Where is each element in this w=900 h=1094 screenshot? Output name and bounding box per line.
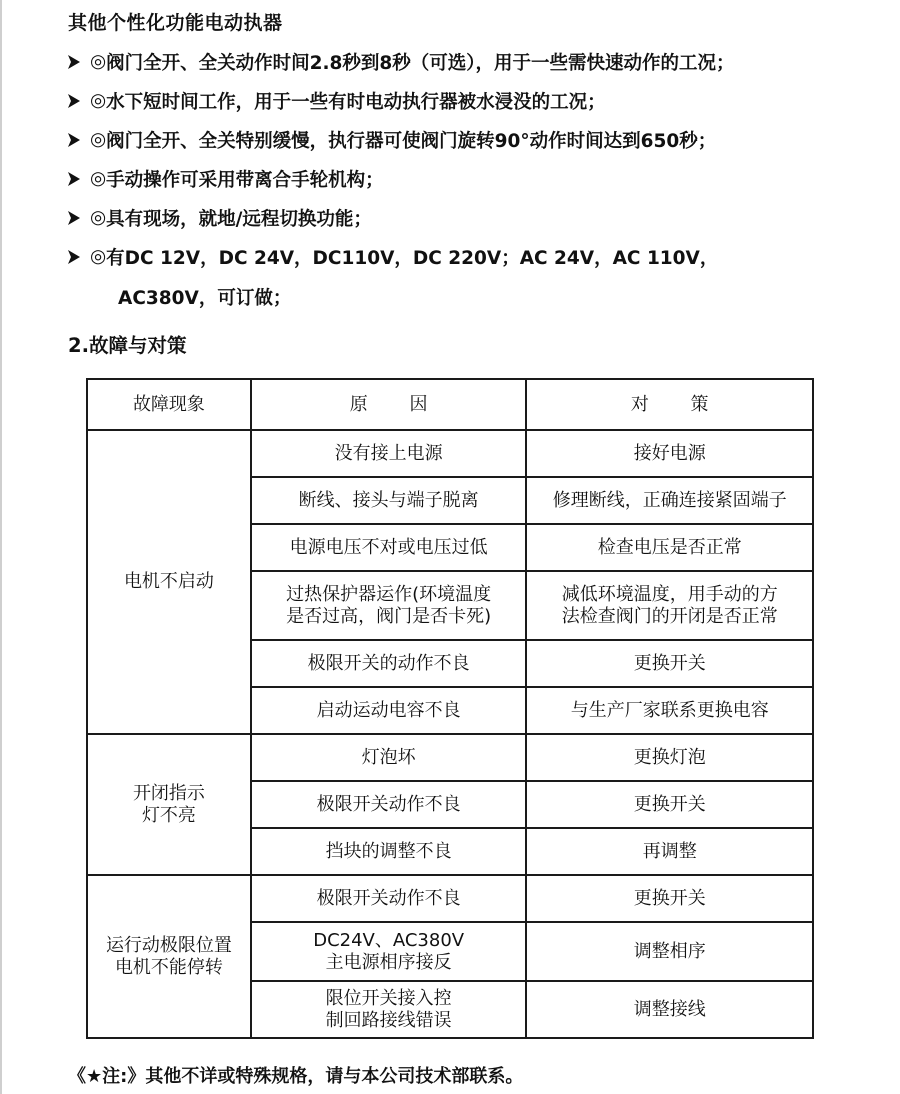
feature-text: 手动操作可采用带离合手轮机构； bbox=[106, 169, 384, 191]
fault-cell: 电机不启动 bbox=[87, 430, 251, 734]
table-header-row bbox=[87, 379, 813, 430]
double-circle-icon: ◎ bbox=[90, 129, 107, 150]
cause-cell: 启动运动电容不良 bbox=[251, 687, 527, 734]
left-border-line bbox=[0, 0, 2, 1094]
cause-cell: 挡块的调整不良 bbox=[251, 828, 527, 875]
cause-cell: 灯泡坏 bbox=[251, 734, 527, 781]
remedy-cell: 更换开关 bbox=[526, 781, 813, 828]
cause-cell: 极限开关的动作不良 bbox=[251, 640, 527, 687]
remedy-cell: 修理断线，正确连接紧固端子 bbox=[526, 477, 813, 524]
feature-text: 有DC 12V，DC 24V，DC110V，DC 220V；AC 24V，AC 110V， bbox=[106, 247, 719, 269]
arrow-bullet-icon bbox=[68, 133, 80, 147]
fault-cell: 开闭指示 灯不亮 bbox=[87, 734, 251, 875]
arrow-bullet-icon bbox=[68, 172, 80, 186]
arrow-bullet-icon bbox=[68, 55, 80, 69]
remedy-cell: 与生产厂家联系更换电容 bbox=[526, 687, 813, 734]
feature-text: 阀门全开、全关动作时间2.8秒到8秒（可选），用于一些需快速动作的工况； bbox=[106, 52, 735, 74]
cause-cell: 没有接上电源 bbox=[251, 430, 527, 477]
arrow-bullet-icon bbox=[68, 94, 80, 108]
remedy-cell: 更换开关 bbox=[526, 640, 813, 687]
table-row bbox=[87, 430, 813, 477]
feature-item bbox=[68, 81, 888, 120]
remedy-cell: 调整接线 bbox=[526, 981, 813, 1038]
remedy-cell: 再调整 bbox=[526, 828, 813, 875]
remedy-cell: 更换灯泡 bbox=[526, 734, 813, 781]
cause-cell: 断线、接头与端子脱离 bbox=[251, 477, 527, 524]
arrow-bullet-icon bbox=[68, 211, 80, 225]
double-circle-icon: ◎ bbox=[90, 168, 107, 189]
double-circle-icon: ◎ bbox=[90, 207, 107, 228]
feature-text: 水下短时间工作，用于一些有时电动执行器被水浸没的工况； bbox=[106, 91, 606, 113]
double-circle-icon: ◎ bbox=[90, 51, 107, 72]
cause-cell: 极限开关动作不良 bbox=[251, 875, 527, 922]
feature-list bbox=[68, 42, 888, 317]
remedy-cell: 检查电压是否正常 bbox=[526, 524, 813, 571]
cause-cell: 限位开关接入控 制回路接线错误 bbox=[251, 981, 527, 1038]
cause-cell: 电源电压不对或电压过低 bbox=[251, 524, 527, 571]
feature-text: 阀门全开、全关特别缓慢，执行器可使阀门旋转90°动作时间达到650秒； bbox=[106, 130, 717, 152]
fault-cell: 运行动极限位置 电机不能停转 bbox=[87, 875, 251, 1038]
features-heading: 其他个性化功能电动执器 bbox=[68, 12, 283, 34]
feature-text: 具有现场，就地/远程切换功能； bbox=[106, 208, 372, 230]
feature-item bbox=[68, 198, 888, 237]
arrow-bullet-icon bbox=[68, 250, 80, 264]
cause-cell: DC24V、AC380V 主电源相序接反 bbox=[251, 922, 527, 981]
table-row bbox=[87, 875, 813, 922]
footer-note: 《★注:》其他不详或特殊规格，请与本公司技术部联系。 bbox=[68, 1066, 524, 1087]
fault-table bbox=[86, 378, 814, 1039]
double-circle-icon: ◎ bbox=[90, 90, 107, 111]
feature-item bbox=[68, 120, 888, 159]
cause-cell: 过热保护器运作(环境温度 是否过高，阀门是否卡死) bbox=[251, 571, 527, 640]
remedy-cell: 接好电源 bbox=[526, 430, 813, 477]
double-circle-icon: ◎ bbox=[90, 246, 107, 267]
table-row bbox=[87, 734, 813, 781]
feature-continuation: AC380V，可订做； bbox=[118, 287, 292, 309]
feature-item bbox=[68, 159, 888, 198]
remedy-cell: 调整相序 bbox=[526, 922, 813, 981]
section-title: 2.故障与对策 bbox=[68, 334, 187, 357]
feature-item bbox=[68, 237, 888, 276]
header-cause: 原 因 bbox=[251, 379, 527, 430]
cause-cell: 极限开关动作不良 bbox=[251, 781, 527, 828]
remedy-cell: 更换开关 bbox=[526, 875, 813, 922]
header-remedy: 对 策 bbox=[526, 379, 813, 430]
remedy-cell: 减低环境温度，用手动的方 法检查阀门的开闭是否正常 bbox=[526, 571, 813, 640]
feature-item bbox=[68, 42, 888, 81]
header-fault: 故障现象 bbox=[87, 379, 251, 430]
